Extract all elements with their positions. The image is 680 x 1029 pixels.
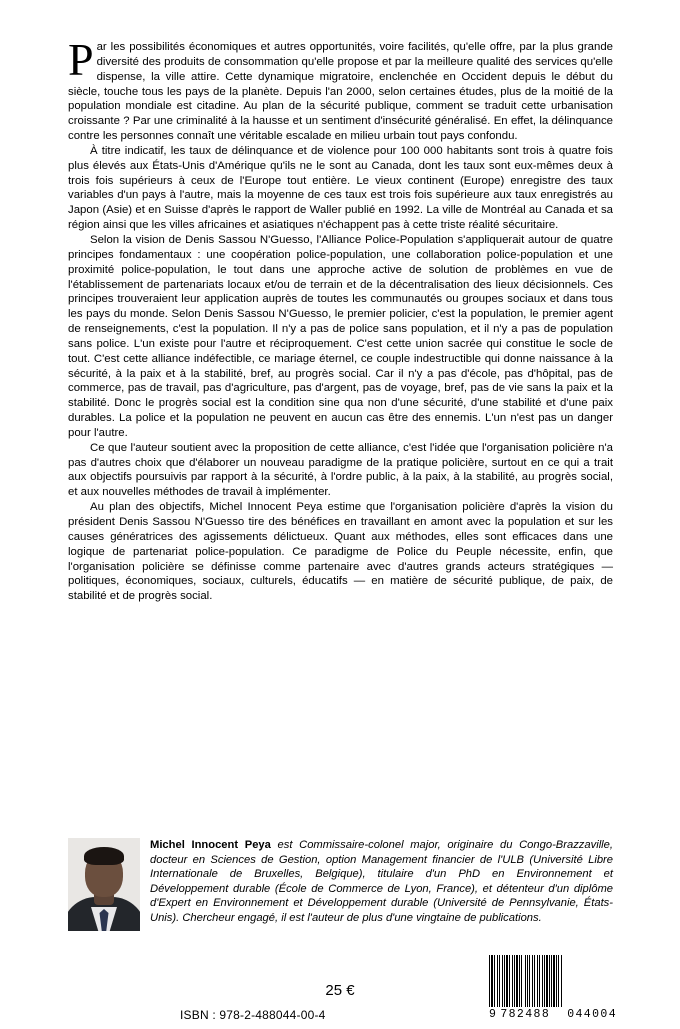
paragraph-1-text: ar les possibilités économiques et autres opportunités, voire facilités, qu'elle offre, par la plus grande diversité des produits de consommation qu'elle propose et par la meilleure qualité des services qu'elle dispense, la ville attire. Cette dynamique migratoire, enclenchée en Occident depuis le début du siècle, touche tous les pays de la planète. Depuis l'an 2000, selon certaines études, plus de la moitié de la population mondiale est citadine. Au plan de la sécurité publique, comment se traduit cette urbanisation croissante ? Par une criminalité à la hausse et un sentiment d'insécurité généralisé. En effet, la délinquance contre les personnes connaît une véritable escalade en milieu urbain tout pays confondu.: [68, 41, 613, 143]
paragraph-4: Ce que l'auteur soutient avec la proposition de cette alliance, c'est l'idée que l'organisation policière n'a pas d'autres choix que d'élaborer un nouveau paradigme de la pratique policière, surtout en ce qui a trait aux objectifs poursuivis par rapport à la sécurité, à l'ordre public, à la paix, à la stabilité, au progrès social, et aux nouvelles méthodes de travail à implémenter.: [68, 441, 613, 499]
barcode-bars: [489, 955, 617, 1007]
author-portrait-photo: [68, 838, 140, 931]
author-name: Michel Innocent Peya: [150, 839, 271, 851]
barcode-lead-digit: 9: [489, 1008, 498, 1021]
paragraph-3: Selon la vision de Denis Sassou N'Guesso, l'Alliance Police-Population s'appliquerait autour de quatre principes fondamentaux : une coopération police-population, une collaboration police-population et une proximité police-population, le tout dans une approche active de solution de problèmes en vue de l'établissement de partenariats locaux et/ou de terrain et de la décentralisation des lieux décisionnels. Ces principes trouveraient leur application auprès de toutes les communautés ou groupes sociaux et dans tous les pays du monde. Selon Denis Sassou N'Guesso, le premier policier, c'est la population, le premier agent de renseignements, c'est la population. Il n'y a pas de police sans population, et il n'y a pas de population sans police. L'un existe pour l'autre et réciproquement. C'est cette union sacrée qui constitue le socle de tout. C'est cette alliance indéfectible, ce mariage éternel, ce couple indestructible qui donne naissance à la sécurité, à la paix et à la stabilité, bref, au progrès social. Car il n'y a pas d'école, pas d'hôpital, pas de commerce, pas de travail, pas d'agriculture, pas d'argent, pas de voyage, bref, pas de vie sans la paix et la stabilité. Donc le progrès social est la condition sine qua non d'une sécurité, d'une stabilité et d'une paix durables. La police et la population ne peuvent en aucun cas être des ennemis. L'un n'est pas un danger pour l'autre.: [68, 233, 613, 439]
paragraph-2: À titre indicatif, les taux de délinquance et de violence pour 100 000 habitants sont trois à quatre fois plus élevés aux États-Unis d'Amérique qu'ils ne le sont au Canada, dont les taux sont eux-mêmes deux à trois fois supérieurs à ceux de l'Europe tout entière. Le vieux continent (Europe) enregistre des taux variables d'un pays à l'autre, mais la moyenne de ces taux est trois fois supérieure aux taux enregistrés au Japon (Asie) et en Suisse d'après le rapport de Waller publié en 1992. La ville de Montréal au Canada et sa région ainsi que les villes africaines et asiatiques n'échappent pas à cette triste réalité sécuritaire.: [68, 144, 613, 232]
paragraph-5: Au plan des objectifs, Michel Innocent Peya estime que l'organisation policière d'après la vision du président Denis Sassou N'Guesso tire des bénéfices en travaillant en amont avec la population et sur les causes génératrices des agissements délictueux. Quant aux méthodes, elles sont efficaces dans une logique de partenariat police-population. Ce paradigme de Police du Peuple nécessite, enfin, que l'organisation policière se définisse comme partenaire avec d'autres grands acteurs stratégiques — politiques, économiques, sociaux, culturels, éducatifs — en matière de sécurité publique, de paix, de stabilité et de progrès social.: [68, 501, 613, 603]
price-label: 25 €: [325, 982, 355, 999]
barcode-digits: [489, 1008, 617, 1021]
barcode: [489, 955, 617, 1021]
barcode-right-group: 044004: [567, 1008, 617, 1021]
back-cover-blurb: [68, 34, 613, 604]
author-block: [68, 838, 613, 931]
paragraph-1: [68, 34, 613, 144]
barcode-left-group: 782488: [500, 1008, 551, 1021]
isbn-label: ISBN : 978-2-488044-00-4: [180, 1008, 326, 1022]
drop-cap: P: [68, 34, 94, 85]
author-bio: [150, 838, 613, 931]
author-bio-text: est Commissaire-colonel major, originaire du Congo-Brazzaville, docteur en Sciences de Gestion, option Management financier de l'ULB (Université Libre Internationale de Bruxelles, Belgique), titulaire d'un PhD en Environnement et Développement durable (École de Commerce de Lyon, France), et détenteur d'un diplôme d'Expert en Environnement et Développement durable (Université de Pennsylvanie, États-Unis). Chercheur engagé, il est l'auteur de plus d'une vingtaine de publications.: [150, 839, 613, 924]
portrait-hair: [84, 847, 124, 865]
